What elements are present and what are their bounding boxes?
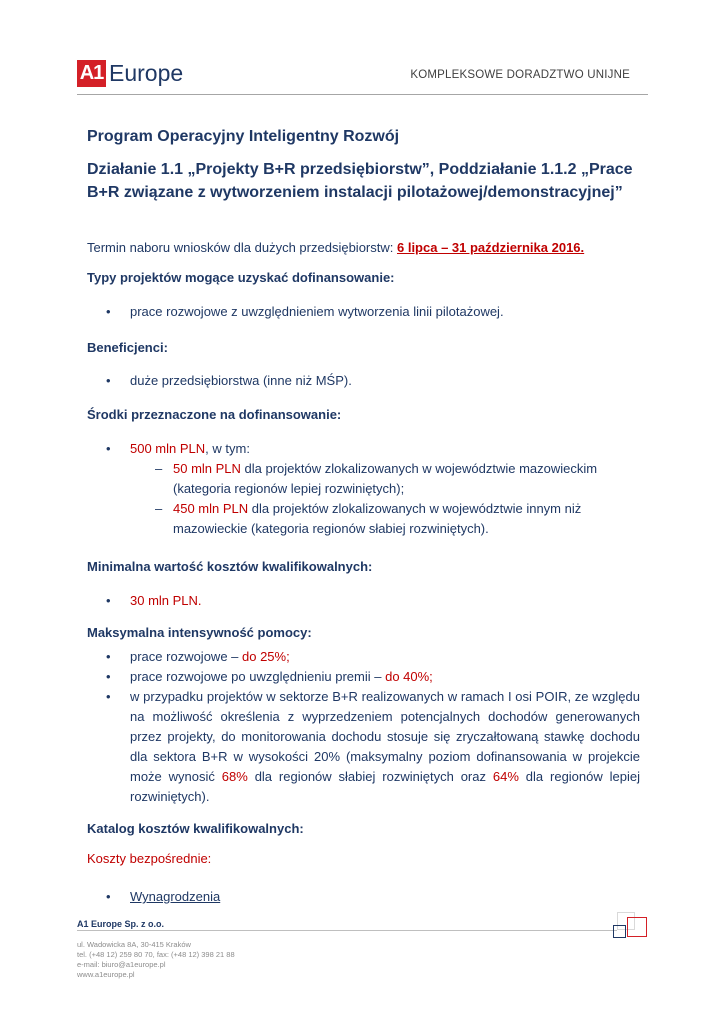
intensity-item3-line6b: dla regionów lepiej rozwiniętych).	[130, 769, 640, 804]
bullet-icon: •	[106, 689, 111, 704]
bullet-icon: •	[106, 889, 111, 904]
catalog-heading: Katalog kosztów kwalifikowalnych:	[87, 821, 304, 836]
funds-sub2-amount: 450 mln PLN	[173, 501, 249, 516]
intensity-item3-line5b: dla regionów słabiej	[247, 769, 376, 784]
project-type-item: prace rozwojowe z uwzględnieniem wytworzenia linii pilotażowej.	[130, 304, 504, 319]
logo-mark: A1	[77, 60, 106, 87]
footer-company: A1 Europe Sp. z o.o.	[77, 919, 165, 929]
measure-title-line1: Działanie 1.1 „Projekty B+R przedsiębiorstw”, Poddziałanie 1.1.2 „Prace	[87, 161, 633, 178]
funds-heading: Środki przeznaczone na dofinansowanie:	[87, 407, 342, 422]
funds-sub2-rest: dla projektów zlokalizowanych w województwie innym niż	[248, 501, 582, 516]
bullet-icon: •	[106, 373, 111, 388]
beneficiary-item: duże przedsiębiorstwa (inne niż MŚP).	[130, 373, 352, 388]
page-header	[77, 58, 648, 95]
footer-divider	[77, 930, 617, 931]
list-item	[87, 667, 640, 687]
program-title: Program Operacyjny Inteligentny Rozwój	[87, 128, 400, 145]
bullet-icon: •	[106, 649, 111, 664]
list-item	[87, 459, 640, 499]
intensity-item3-line1: w przypadku projektów w sektorze B+R realizowanych w ramach I osi POIR, ze	[130, 689, 589, 704]
dash-icon: –	[155, 501, 163, 516]
list-item	[87, 591, 640, 611]
deadline-label: Termin naboru wniosków dla dużych przedsiębiorstw:	[87, 240, 397, 255]
intensity-item1-text: prace rozwojowe –	[130, 649, 242, 664]
footer-phone: tel. (+48 12) 259 80 70, fax: (+48 12) 398 21 88	[77, 950, 235, 959]
funds-total-rest: , w tym:	[205, 441, 250, 456]
list-item	[87, 302, 640, 322]
list-item	[87, 687, 640, 807]
intensity-item2-value: do 40%;	[385, 669, 433, 684]
measure-title-line2: B+R związane z wytworzeniem instalacji pilotażowej/demonstracyjnej”	[87, 184, 623, 201]
footer-www: www.a1europe.pl	[77, 970, 135, 979]
bullet-icon: •	[106, 304, 111, 319]
footer-address-block	[77, 940, 235, 980]
list-item	[87, 647, 640, 667]
beneficiaries-heading: Beneficjenci:	[87, 340, 168, 355]
footer-address: ul. Wadowicka 8A, 30-415 Kraków	[77, 940, 191, 949]
intensity-item3-value2: 64%	[492, 769, 519, 784]
list-item	[87, 499, 640, 539]
project-types-heading: Typy projektów mogące uzyskać dofinansowanie:	[87, 270, 395, 285]
header-tagline: KOMPLEKSOWE DORADZTWO UNIJNE	[410, 69, 630, 81]
deadline-end: .	[580, 240, 585, 255]
list-item	[87, 371, 640, 391]
intensity-item3-line5a: poziom dofinansowania w projekcie może wynosić	[130, 749, 640, 784]
intensity-item3-value1: 68%	[221, 769, 248, 784]
funds-sub1-amount: 50 mln PLN	[173, 461, 241, 476]
funds-total-amount: 500 mln PLN	[130, 441, 206, 456]
intensity-item1-value: do 25%;	[242, 649, 290, 664]
a1-europe-logo	[77, 60, 183, 87]
direct-costs-label: Koszty bezpośrednie:	[87, 851, 212, 866]
min-value-heading: Minimalna wartość kosztów kwalifikowalnych:	[87, 559, 373, 574]
list-item	[87, 887, 640, 907]
intensity-item3-line2: względu na możliwość określenia z wyprzedzeniem potencjalnych dochodów	[130, 689, 640, 724]
funds-sub1-rest: dla projektów zlokalizowanych w województwie mazowieckim	[240, 461, 598, 476]
square-icon	[627, 917, 647, 937]
wynagrodzenia-link[interactable]: Wynagrodzenia	[130, 889, 221, 904]
max-intensity-heading: Maksymalna intensywność pomocy:	[87, 625, 312, 640]
deadline-paragraph	[87, 238, 640, 258]
bullet-icon: •	[106, 593, 111, 608]
bullet-icon: •	[106, 669, 111, 684]
intensity-item3-line3: generowanych przez projekty, do monitorowania dochodu stosuje się	[130, 709, 640, 744]
bullet-icon: •	[106, 441, 111, 456]
document-body	[87, 128, 640, 907]
square-icon	[613, 925, 626, 938]
deadline-value: 6 lipca – 31 października 2016	[396, 240, 581, 255]
dash-icon: –	[155, 461, 163, 476]
funds-sub1-rest-line2: (kategoria regionów lepiej rozwiniętych);	[173, 481, 405, 496]
list-item	[87, 439, 640, 459]
intensity-item3-line4: zryczałtowaną stawkę dochodu dla sektora B+R w wysokości 20% (maksymalny	[130, 729, 640, 764]
funds-sub2-rest-line2: mazowieckie (kategoria regionów słabiej rozwiniętych).	[173, 521, 489, 536]
intensity-item3-line6a: rozwiniętych oraz	[382, 769, 493, 784]
footer-email: e-mail: biuro@a1europe.pl	[77, 960, 166, 969]
min-value-amount: 30 mln PLN.	[130, 593, 202, 608]
intensity-item2-text: prace rozwojowe po uwzględnieniu premii –	[130, 669, 386, 684]
logo-text: Europe	[109, 60, 184, 86]
